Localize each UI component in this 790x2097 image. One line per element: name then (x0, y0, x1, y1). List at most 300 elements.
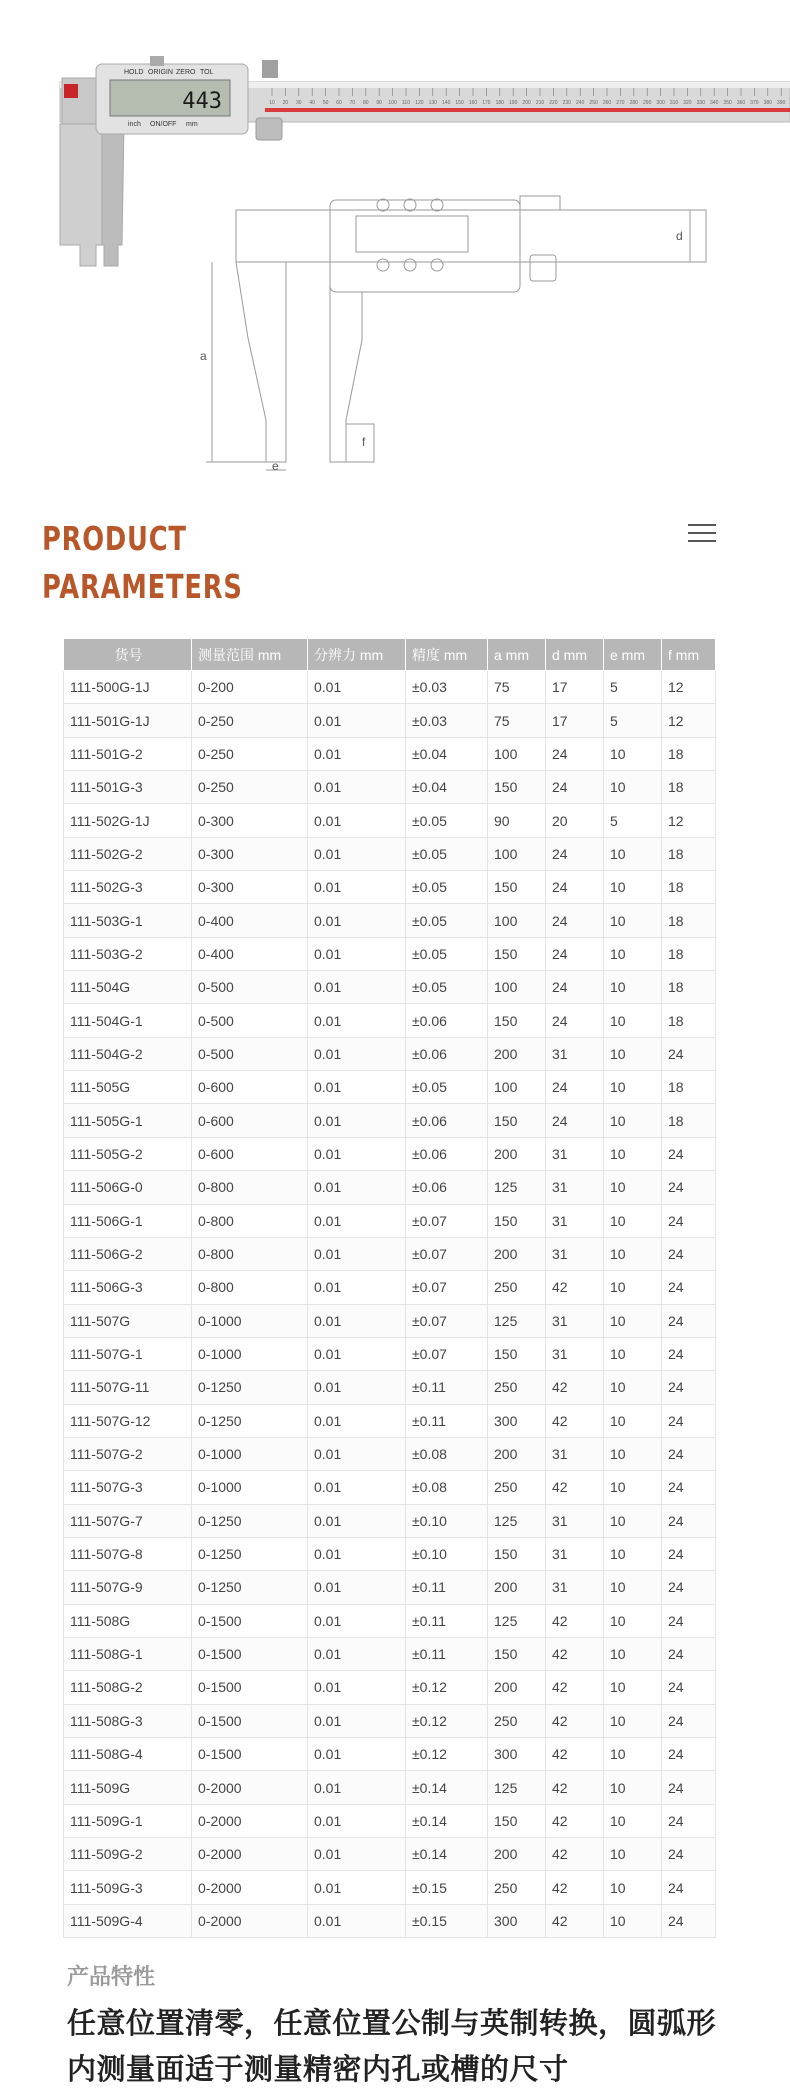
column-header: e mm (604, 639, 662, 671)
table-cell: 10 (604, 1637, 662, 1670)
table-cell: 10 (604, 771, 662, 804)
table-cell: 0-300 (192, 804, 308, 837)
table-cell: 111-505G (64, 1071, 192, 1104)
ruler-tick-label: 30 (296, 100, 302, 106)
table-cell: ±0.07 (406, 1271, 488, 1304)
table-cell: 0-600 (192, 1137, 308, 1170)
table-cell: 10 (604, 1071, 662, 1104)
table-cell: 0.01 (308, 671, 406, 704)
table-cell: 111-502G-1J (64, 804, 192, 837)
table-row (64, 1371, 716, 1404)
table-cell: 12 (662, 671, 716, 704)
table-cell: 111-509G-2 (64, 1838, 192, 1871)
table-cell: 111-504G-2 (64, 1037, 192, 1070)
ruler-tick-label: 310 (669, 100, 679, 106)
ruler-tick-label: 250 (589, 100, 598, 106)
table-cell: ±0.05 (406, 871, 488, 904)
table-cell: ±0.07 (406, 1337, 488, 1370)
table-cell: 18 (662, 1104, 716, 1137)
table-cell: 0-400 (192, 937, 308, 970)
table-cell: 42 (546, 1838, 604, 1871)
ruler-tick-label: 120 (415, 100, 424, 106)
dim-e-label: e (272, 459, 279, 473)
table-cell: 111-507G-7 (64, 1504, 192, 1537)
table-cell: 200 (488, 1671, 546, 1704)
table-cell: 0.01 (308, 737, 406, 770)
ruler-tick-label: 50 (322, 100, 329, 106)
table-cell: 111-504G-1 (64, 1004, 192, 1037)
table-cell: 0.01 (308, 904, 406, 937)
table-cell: 0.01 (308, 1904, 406, 1937)
table-row (64, 1337, 716, 1370)
table-cell: 0.01 (308, 1738, 406, 1771)
table-cell: 111-503G-1 (64, 904, 192, 937)
table-cell: 0-500 (192, 1004, 308, 1037)
table-cell: 24 (546, 971, 604, 1004)
table-cell: 125 (488, 1771, 546, 1804)
table-cell: 31 (546, 1037, 604, 1070)
table-cell: 42 (546, 1271, 604, 1304)
table-cell: ±0.14 (406, 1771, 488, 1804)
table-cell: 300 (488, 1904, 546, 1937)
table-row (64, 971, 716, 1004)
table-cell: 0-1500 (192, 1604, 308, 1637)
dim-f-label: f (362, 435, 366, 449)
table-cell: 150 (488, 871, 546, 904)
table-cell: 0-1250 (192, 1371, 308, 1404)
table-cell: 111-504G (64, 971, 192, 1004)
origin-label: ORIGIN (148, 69, 173, 76)
table-cell: 0-250 (192, 771, 308, 804)
table-cell: 0.01 (308, 1204, 406, 1237)
table-cell: 24 (662, 1304, 716, 1337)
table-cell: 111-503G-2 (64, 937, 192, 970)
table-cell: ±0.12 (406, 1738, 488, 1771)
table-cell: ±0.06 (406, 1137, 488, 1170)
table-cell: ±0.11 (406, 1371, 488, 1404)
table-cell: ±0.11 (406, 1604, 488, 1637)
table-cell: 0.01 (308, 1237, 406, 1270)
table-cell: 0.01 (308, 1337, 406, 1370)
table-row (64, 1904, 716, 1937)
ruler-tick-label: 370 (750, 100, 759, 106)
ruler-tick-label: 180 (495, 100, 504, 106)
ruler-tick-label: 150 (455, 100, 464, 106)
ruler-tick-label: 380 (763, 100, 772, 106)
table-cell: 18 (662, 771, 716, 804)
table-cell: ±0.10 (406, 1537, 488, 1570)
ruler-tick-label: 80 (363, 100, 369, 106)
mm-label: mm (186, 121, 198, 128)
table-cell: 100 (488, 837, 546, 870)
dim-d-label: d (676, 229, 683, 243)
table-cell: 24 (546, 937, 604, 970)
table-cell: 250 (488, 1271, 546, 1304)
table-cell: 42 (546, 1904, 604, 1937)
display-bottom-labels (128, 121, 198, 128)
ruler-tick-label: 240 (576, 100, 585, 106)
table-cell: 111-506G-2 (64, 1237, 192, 1270)
table-row (64, 1437, 716, 1470)
menu-bar (688, 532, 716, 534)
table-cell: 10 (604, 1271, 662, 1304)
table-cell: 20 (546, 804, 604, 837)
table-cell: 150 (488, 937, 546, 970)
table-cell: ±0.05 (406, 971, 488, 1004)
table-cell: 150 (488, 1204, 546, 1237)
table-cell: 24 (662, 1137, 716, 1170)
table-cell: 24 (662, 1704, 716, 1737)
table-cell: 24 (546, 771, 604, 804)
table-cell: 10 (604, 1771, 662, 1804)
table-cell: 0-1500 (192, 1637, 308, 1670)
table-cell: 18 (662, 737, 716, 770)
table-cell: 90 (488, 804, 546, 837)
table-cell: 111-507G-3 (64, 1471, 192, 1504)
table-row (64, 804, 716, 837)
parameters-table-wrapper (63, 638, 715, 1938)
table-cell: 24 (662, 1571, 716, 1604)
table-cell: 0-400 (192, 904, 308, 937)
table-cell: 111-508G-3 (64, 1704, 192, 1737)
table-cell: 24 (662, 1404, 716, 1437)
table-cell: 18 (662, 1004, 716, 1037)
table-cell: ±0.06 (406, 1104, 488, 1137)
table-cell: ±0.03 (406, 671, 488, 704)
table-cell: 12 (662, 704, 716, 737)
table-cell: ±0.06 (406, 1004, 488, 1037)
table-cell: 24 (662, 1604, 716, 1637)
table-cell: ±0.07 (406, 1304, 488, 1337)
table-cell: 100 (488, 1071, 546, 1104)
column-header: 货号 (64, 639, 192, 671)
table-cell: 111-509G-3 (64, 1871, 192, 1904)
table-row (64, 1771, 716, 1804)
table-cell: 111-501G-2 (64, 737, 192, 770)
table-cell: 18 (662, 904, 716, 937)
table-cell: ±0.10 (406, 1504, 488, 1537)
table-row (64, 1871, 716, 1904)
ruler-tick-label: 40 (309, 100, 315, 106)
table-cell: ±0.05 (406, 904, 488, 937)
table-cell: 42 (546, 1471, 604, 1504)
table-cell: 24 (662, 1371, 716, 1404)
table-cell: 200 (488, 1838, 546, 1871)
title-line-1: PRODUCT (42, 519, 187, 558)
table-cell: 24 (662, 1771, 716, 1804)
table-cell: 0-500 (192, 1037, 308, 1070)
table-cell: 24 (662, 1504, 716, 1537)
table-cell: 0.01 (308, 871, 406, 904)
table-cell: 24 (662, 1871, 716, 1904)
table-cell: 18 (662, 971, 716, 1004)
table-cell: 0-800 (192, 1171, 308, 1204)
zero-label: ZERO (176, 69, 196, 76)
ruler-tick-label: 20 (282, 100, 289, 106)
ruler-tick-label: 110 (402, 100, 410, 106)
table-cell: 0.01 (308, 1504, 406, 1537)
table-cell: 0-1250 (192, 1571, 308, 1604)
ruler-tick-label: 100 (388, 100, 397, 106)
table-cell: 0-1250 (192, 1404, 308, 1437)
table-cell: 24 (662, 1738, 716, 1771)
lcd-reading: 443 (182, 89, 222, 114)
ruler-tick-label: 210 (535, 100, 545, 106)
table-cell: 0-600 (192, 1104, 308, 1137)
table-cell: 31 (546, 1571, 604, 1604)
caliper-illustration (0, 0, 790, 490)
table-cell: ±0.03 (406, 704, 488, 737)
ruler-tick-label: 190 (509, 100, 518, 106)
table-cell: 12 (662, 804, 716, 837)
table-cell: 0-300 (192, 837, 308, 870)
column-header: 测量范围 mm (192, 639, 308, 671)
table-cell: 31 (546, 1337, 604, 1370)
table-cell: 10 (604, 1037, 662, 1070)
table-cell: ±0.04 (406, 737, 488, 770)
hamburger-menu-icon[interactable] (688, 520, 716, 544)
brand-logo-icon (64, 84, 78, 98)
ruler-tick-label: 390 (777, 100, 786, 106)
table-cell: 24 (662, 1671, 716, 1704)
table-row (64, 1671, 716, 1704)
table-cell: 0.01 (308, 1137, 406, 1170)
ruler-tick-label: 290 (643, 100, 652, 106)
ruler-tick-label: 200 (522, 100, 531, 106)
table-cell: 31 (546, 1504, 604, 1537)
table-cell: 0-800 (192, 1271, 308, 1304)
table-cell: 150 (488, 1804, 546, 1837)
table-cell: 200 (488, 1571, 546, 1604)
table-cell: ±0.07 (406, 1204, 488, 1237)
table-cell: 17 (546, 704, 604, 737)
table-cell: 0.01 (308, 1304, 406, 1337)
column-header: f mm (662, 639, 716, 671)
table-cell: ±0.05 (406, 937, 488, 970)
table-cell: 111-508G-1 (64, 1637, 192, 1670)
table-row (64, 1471, 716, 1504)
table-cell: 5 (604, 671, 662, 704)
table-cell: 111-507G-11 (64, 1371, 192, 1404)
table-cell: 10 (604, 1671, 662, 1704)
table-cell: ±0.04 (406, 771, 488, 804)
table-cell: 111-509G-1 (64, 1804, 192, 1837)
table-cell: 0.01 (308, 1804, 406, 1837)
menu-bar (688, 524, 716, 526)
table-cell: 0-1500 (192, 1671, 308, 1704)
ruler-tick-label: 230 (562, 100, 571, 106)
table-cell: 10 (604, 837, 662, 870)
table-cell: 0.01 (308, 937, 406, 970)
table-cell: 75 (488, 671, 546, 704)
table-cell: 0.01 (308, 704, 406, 737)
table-cell: 0.01 (308, 771, 406, 804)
table-cell: ±0.11 (406, 1637, 488, 1670)
table-cell: 200 (488, 1037, 546, 1070)
table-cell: 18 (662, 871, 716, 904)
table-cell: 10 (604, 1471, 662, 1504)
table-cell: 0-1500 (192, 1704, 308, 1737)
table-row (64, 1804, 716, 1837)
table-cell: 0.01 (308, 1037, 406, 1070)
table-cell: 125 (488, 1304, 546, 1337)
table-cell: 17 (546, 671, 604, 704)
table-row (64, 771, 716, 804)
table-cell: 24 (546, 737, 604, 770)
ruler-tick-label: 10 (269, 100, 275, 106)
table-cell: 200 (488, 1237, 546, 1270)
features-title: 产品特性 (67, 1965, 156, 1990)
table-cell: 31 (546, 1171, 604, 1204)
ruler-tick-label: 270 (616, 100, 625, 106)
table-cell: 24 (662, 1171, 716, 1204)
table-cell: ±0.08 (406, 1471, 488, 1504)
table-cell: 0.01 (308, 1404, 406, 1437)
section-title (42, 515, 243, 611)
table-row (64, 1137, 716, 1170)
table-cell: 111-500G-1J (64, 671, 192, 704)
table-cell: 111-509G (64, 1771, 192, 1804)
table-cell: 10 (604, 1171, 662, 1204)
table-cell: 150 (488, 1537, 546, 1570)
table-cell: 10 (604, 1304, 662, 1337)
table-cell: 100 (488, 971, 546, 1004)
ruler-tick-label: 60 (336, 100, 342, 106)
table-cell: 10 (604, 1371, 662, 1404)
table-cell: ±0.07 (406, 1237, 488, 1270)
column-header: d mm (546, 639, 604, 671)
table-row (64, 1271, 716, 1304)
table-cell: 42 (546, 1804, 604, 1837)
table-cell: 111-506G-0 (64, 1171, 192, 1204)
table-cell: 0-1500 (192, 1738, 308, 1771)
table-cell: 111-508G (64, 1604, 192, 1637)
table-row (64, 1604, 716, 1637)
table-cell: ±0.06 (406, 1171, 488, 1204)
table-cell: 0-500 (192, 971, 308, 1004)
table-cell: 10 (604, 1337, 662, 1370)
table-row (64, 871, 716, 904)
ruler-tick-label: 300 (656, 100, 665, 106)
table-row (64, 1637, 716, 1670)
table-row (64, 1571, 716, 1604)
table-cell: 10 (604, 1504, 662, 1537)
display-top-labels (124, 69, 214, 76)
table-cell: 111-507G-1 (64, 1337, 192, 1370)
table-cell: 150 (488, 1637, 546, 1670)
table-cell: 111-502G-2 (64, 837, 192, 870)
table-cell: 0.01 (308, 1771, 406, 1804)
table-cell: 10 (604, 904, 662, 937)
ruler-tick-label: 140 (442, 100, 451, 106)
table-cell: 0.01 (308, 1471, 406, 1504)
table-cell: 0.01 (308, 1604, 406, 1637)
table-cell: 0-1000 (192, 1304, 308, 1337)
table-cell: 10 (604, 1604, 662, 1637)
table-row (64, 671, 716, 704)
table-cell: 42 (546, 1604, 604, 1637)
table-cell: 0.01 (308, 804, 406, 837)
table-cell: 10 (604, 1437, 662, 1470)
ruler-tick-label: 260 (602, 100, 612, 106)
table-cell: 42 (546, 1637, 604, 1670)
ruler-tick-label: 330 (696, 100, 705, 106)
table-row (64, 1037, 716, 1070)
table-cell: 10 (604, 1871, 662, 1904)
table-row (64, 1404, 716, 1437)
table-cell: 111-502G-3 (64, 871, 192, 904)
table-cell: 24 (662, 1838, 716, 1871)
ruler-tick-label: 90 (376, 100, 382, 106)
table-cell: 0.01 (308, 1704, 406, 1737)
column-header: 精度 mm (406, 639, 488, 671)
table-cell: 250 (488, 1471, 546, 1504)
table-cell: 10 (604, 1704, 662, 1737)
table-cell: 0-800 (192, 1204, 308, 1237)
table-cell: 150 (488, 771, 546, 804)
table-cell: 24 (662, 1237, 716, 1270)
table-cell: 111-507G-8 (64, 1537, 192, 1570)
table-cell: 24 (546, 837, 604, 870)
table-cell: 0.01 (308, 1104, 406, 1137)
table-cell: 18 (662, 1071, 716, 1104)
table-cell: 24 (546, 1004, 604, 1037)
table-cell: 200 (488, 1137, 546, 1170)
table-cell: 111-507G (64, 1304, 192, 1337)
table-cell: 0-1000 (192, 1437, 308, 1470)
table-cell: 42 (546, 1404, 604, 1437)
table-cell: 0.01 (308, 1271, 406, 1304)
table-cell: 0-1000 (192, 1471, 308, 1504)
table-cell: 0.01 (308, 1838, 406, 1871)
table-cell: 111-506G-1 (64, 1204, 192, 1237)
table-row (64, 1704, 716, 1737)
table-cell: 75 (488, 704, 546, 737)
table-cell: 31 (546, 1237, 604, 1270)
table-cell: 31 (546, 1437, 604, 1470)
table-cell: ±0.15 (406, 1904, 488, 1937)
ruler-tick-label: 70 (349, 100, 356, 106)
table-cell: 111-507G-2 (64, 1437, 192, 1470)
table-row (64, 1171, 716, 1204)
table-cell: 10 (604, 1104, 662, 1137)
table-cell: 42 (546, 1371, 604, 1404)
table-cell: ±0.11 (406, 1404, 488, 1437)
table-cell: 200 (488, 1437, 546, 1470)
column-header: a mm (488, 639, 546, 671)
ruler-tick-label: 320 (683, 100, 692, 106)
ruler-tick-label: 350 (723, 100, 732, 106)
table-cell: 5 (604, 804, 662, 837)
table-cell: 125 (488, 1604, 546, 1637)
table-cell: ±0.14 (406, 1804, 488, 1837)
table-cell: 0.01 (308, 1637, 406, 1670)
table-cell: 0-800 (192, 1237, 308, 1270)
onoff-label: ON/OFF (150, 121, 177, 128)
table-cell: 42 (546, 1871, 604, 1904)
table-cell: 24 (662, 1904, 716, 1937)
column-header: 分辨力 mm (308, 639, 406, 671)
table-cell: 24 (546, 871, 604, 904)
table-cell: 300 (488, 1738, 546, 1771)
table-cell: 300 (488, 1404, 546, 1437)
table-cell: 111-508G-4 (64, 1738, 192, 1771)
table-cell: ±0.15 (406, 1871, 488, 1904)
table-cell: 0.01 (308, 1671, 406, 1704)
table-cell: 0-300 (192, 871, 308, 904)
table-cell: 0-1250 (192, 1504, 308, 1537)
table-cell: 0-2000 (192, 1871, 308, 1904)
